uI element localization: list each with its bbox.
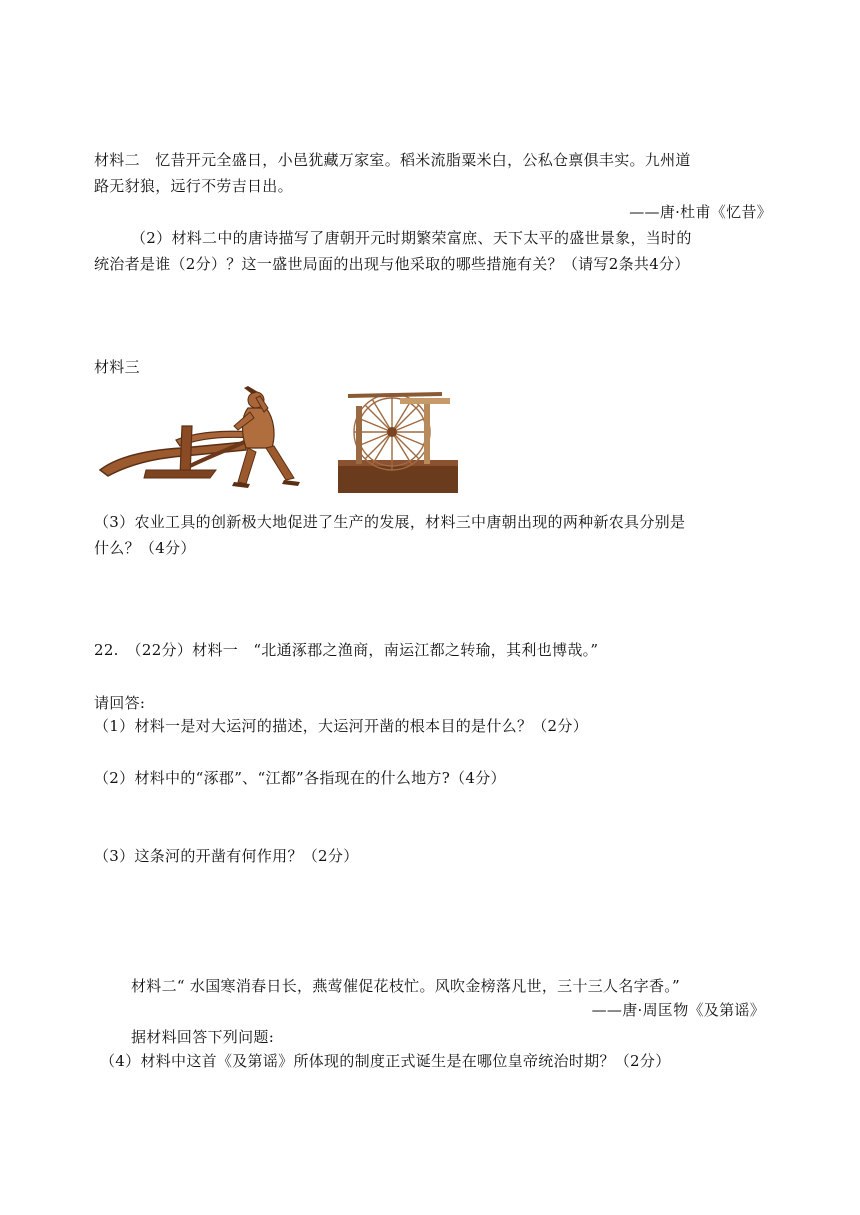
q21-material2-line2: 路无豺狼，远行不劳吉日出。 xyxy=(94,177,293,195)
q21-question2-line1: （2）材料二中的唐诗描写了唐朝开元时期繁荣富庶、天下太平的盛世景象，当时的 xyxy=(131,229,692,247)
q21-question3-line2: 什么？（4分） xyxy=(94,539,196,557)
q22-question4: （4）材料中这首《及第谣》所体现的制度正式诞生是在哪位皇帝统治时期？（2分） xyxy=(100,1052,671,1070)
q22-instruction: 据材料回答下列问题: xyxy=(131,1028,275,1046)
q21-material3-label: 材料三 xyxy=(94,358,140,376)
q21-material2-source: ——唐·杜甫《忆昔》 xyxy=(629,203,772,221)
tube-water-wheel-illustration xyxy=(338,388,458,493)
q22-question1: （1）材料一是对大运河的描述，大运河开凿的根本目的是什么？（2分） xyxy=(94,717,588,735)
q22-header: 22. （22分）材料一 “北通涿郡之渔商，南运江都之转瑜，其利也博哉。” xyxy=(94,641,599,659)
curved-plough-illustration xyxy=(96,386,312,494)
q21-question3-line1: （3）农业工具的创新极大地促进了生产的发展，材料三中唐朝出现的两种新农具分别是 xyxy=(94,513,686,531)
q22-material2-source: ——唐·周匡物《及第谣》 xyxy=(591,1001,765,1019)
q22-prompt: 请回答: xyxy=(94,694,146,712)
q22-question2: （2）材料中的“涿郡”、“江都”各指现在的什么地方?（4分） xyxy=(94,769,506,787)
q21-material2-line1: 材料二 忆昔开元全盛日，小邑犹藏万家室。稻米流脂粟米白，公私仓禀俱丰实。九州道 xyxy=(94,151,691,169)
q22-question3: （3）这条河的开凿有何作用？（2分） xyxy=(94,847,359,865)
q21-question2-line2: 统治者是谁（2分）？这一盛世局面的出现与他采取的哪些措施有关？（请写2条共4分） xyxy=(94,255,690,273)
q22-material2: 材料二“ 水国寒消春日长，燕莺催促花枝忙。风吹金榜落凡世，三十三人名字香。” xyxy=(131,977,681,995)
